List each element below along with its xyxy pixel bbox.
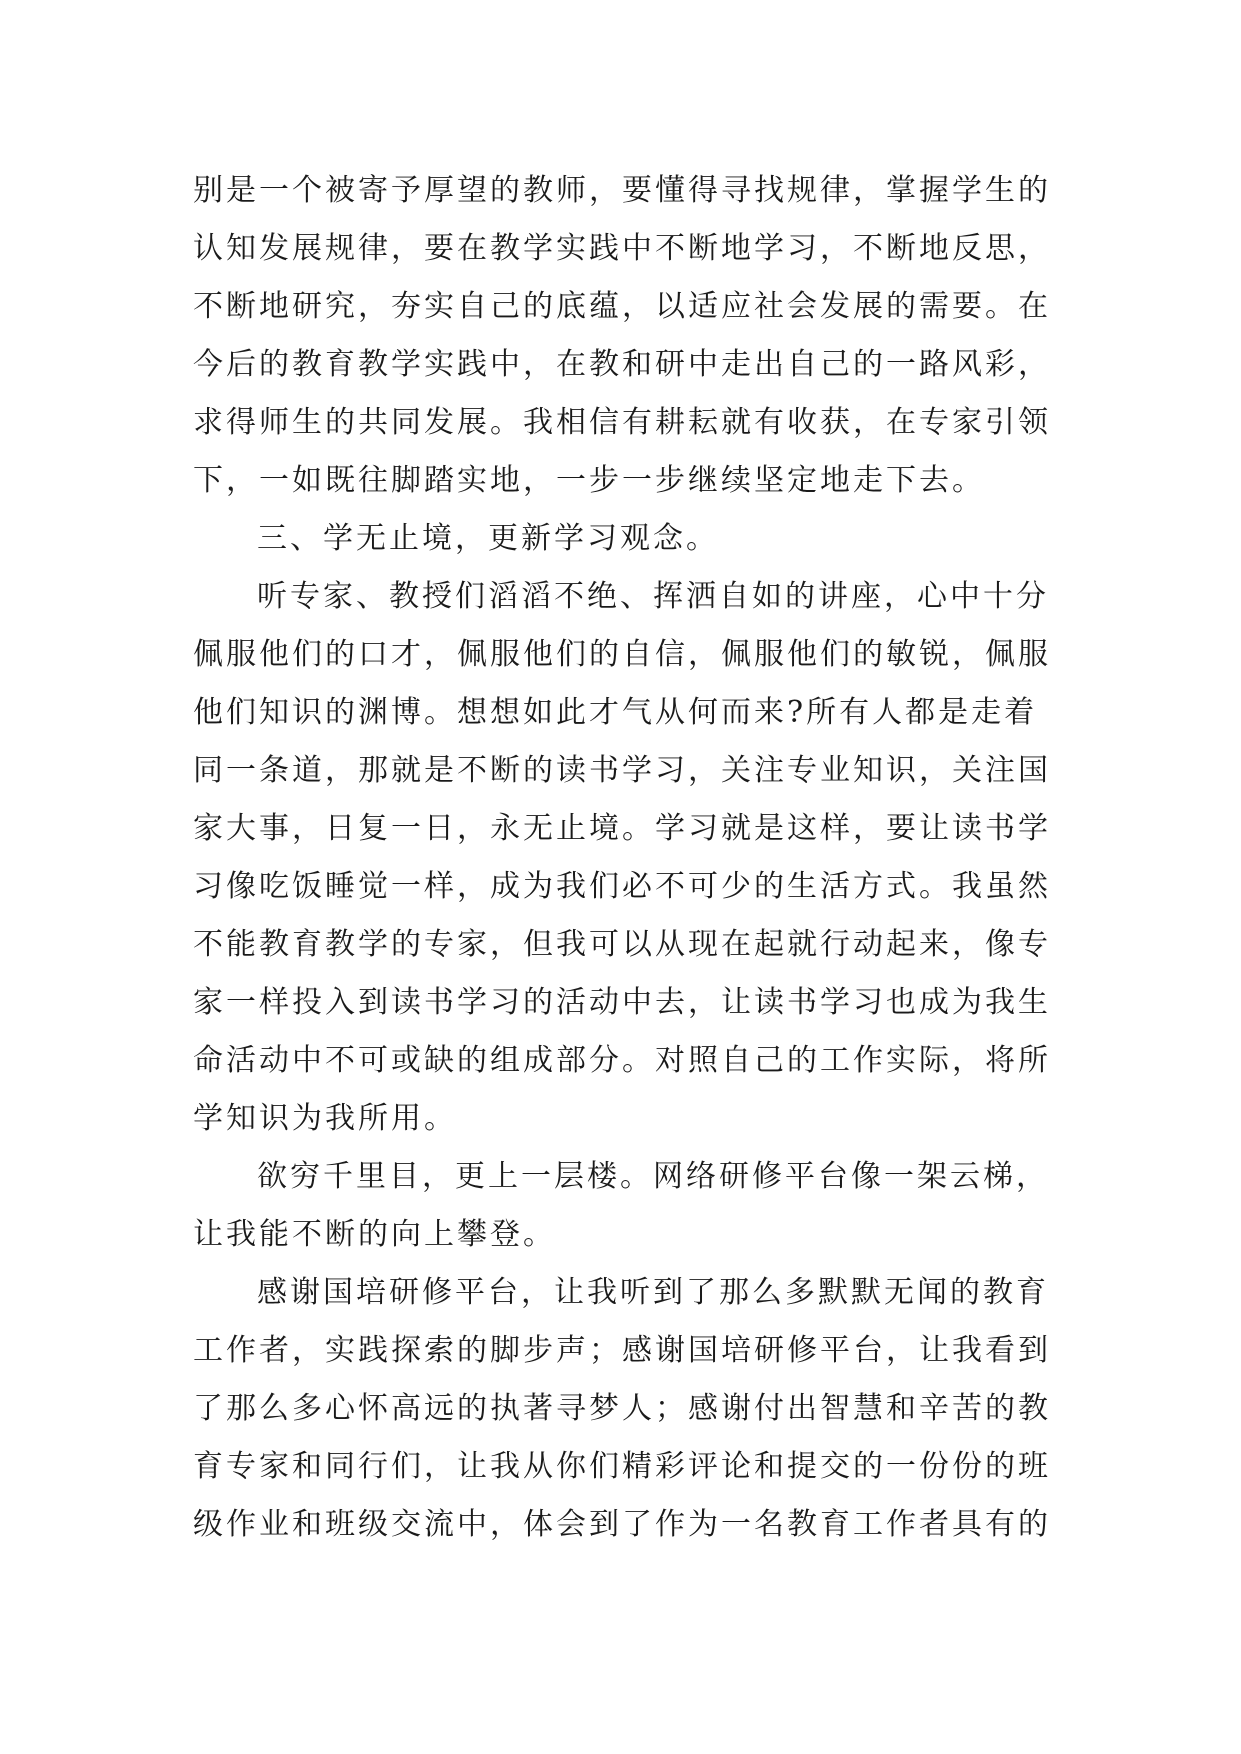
text-line: 求得师生的共同发展。我相信有耕耘就有收获，在专家引领 [193,405,1051,440]
text-line: 习像吃饭睡觉一样，成为我们必不可少的生活方式。我虽然 [193,869,1051,904]
text-line: 工作者，实践探索的脚步声；感谢国培研修平台，让我看到 [193,1333,1051,1368]
text-line: 下，一如既往脚踏实地，一步一步继续坚定地走下去。 [193,463,985,498]
text-line: 同一条道，那就是不断的读书学习，关注专业知识，关注国 [193,753,1051,788]
text-line: 欲穷千里目，更上一层楼。网络研修平台像一架云梯， [257,1159,1049,1194]
text-line: 三、学无止境，更新学习观念。 [257,521,719,556]
text-line: 不能教育教学的专家，但我可以从现在起就行动起来，像专 [193,927,1051,962]
text-line: 今后的教育教学实践中，在教和研中走出自己的一路风彩， [193,347,1051,382]
text-line: 认知发展规律，要在教学实践中不断地学习，不断地反思， [193,231,1051,266]
text-line: 级作业和班级交流中，体会到了作为一名教育工作者具有的 [193,1507,1051,1542]
text-line: 听专家、教授们滔滔不绝、挥洒自如的讲座，心中十分 [257,579,1049,614]
text-line: 家一样投入到读书学习的活动中去，让读书学习也成为我生 [193,985,1051,1020]
text-line: 育专家和同行们，让我从你们精彩评论和提交的一份份的班 [193,1449,1051,1484]
text-line: 命活动中不可或缺的组成部分。对照自己的工作实际，将所 [193,1043,1051,1078]
text-line: 感谢国培研修平台，让我听到了那么多默默无闻的教育 [257,1275,1049,1310]
text-line: 家大事，日复一日，永无止境。学习就是这样，要让读书学 [193,811,1051,846]
text-line: 佩服他们的口才，佩服他们的自信，佩服他们的敏锐，佩服 [193,637,1051,672]
text-line: 了那么多心怀高远的执著寻梦人；感谢付出智慧和辛苦的教 [193,1391,1051,1426]
text-line: 让我能不断的向上攀登。 [193,1217,556,1252]
body-text [193,162,1073,1554]
text-line: 别是一个被寄予厚望的教师，要懂得寻找规律，掌握学生的 [193,173,1051,208]
text-line: 他们知识的渊博。想想如此才气从何而来?所有人都是走着 [193,695,1038,730]
text-line: 不断地研究，夯实自己的底蕴，以适应社会发展的需要。在 [193,289,1051,324]
text-line: 学知识为我所用。 [193,1101,457,1136]
